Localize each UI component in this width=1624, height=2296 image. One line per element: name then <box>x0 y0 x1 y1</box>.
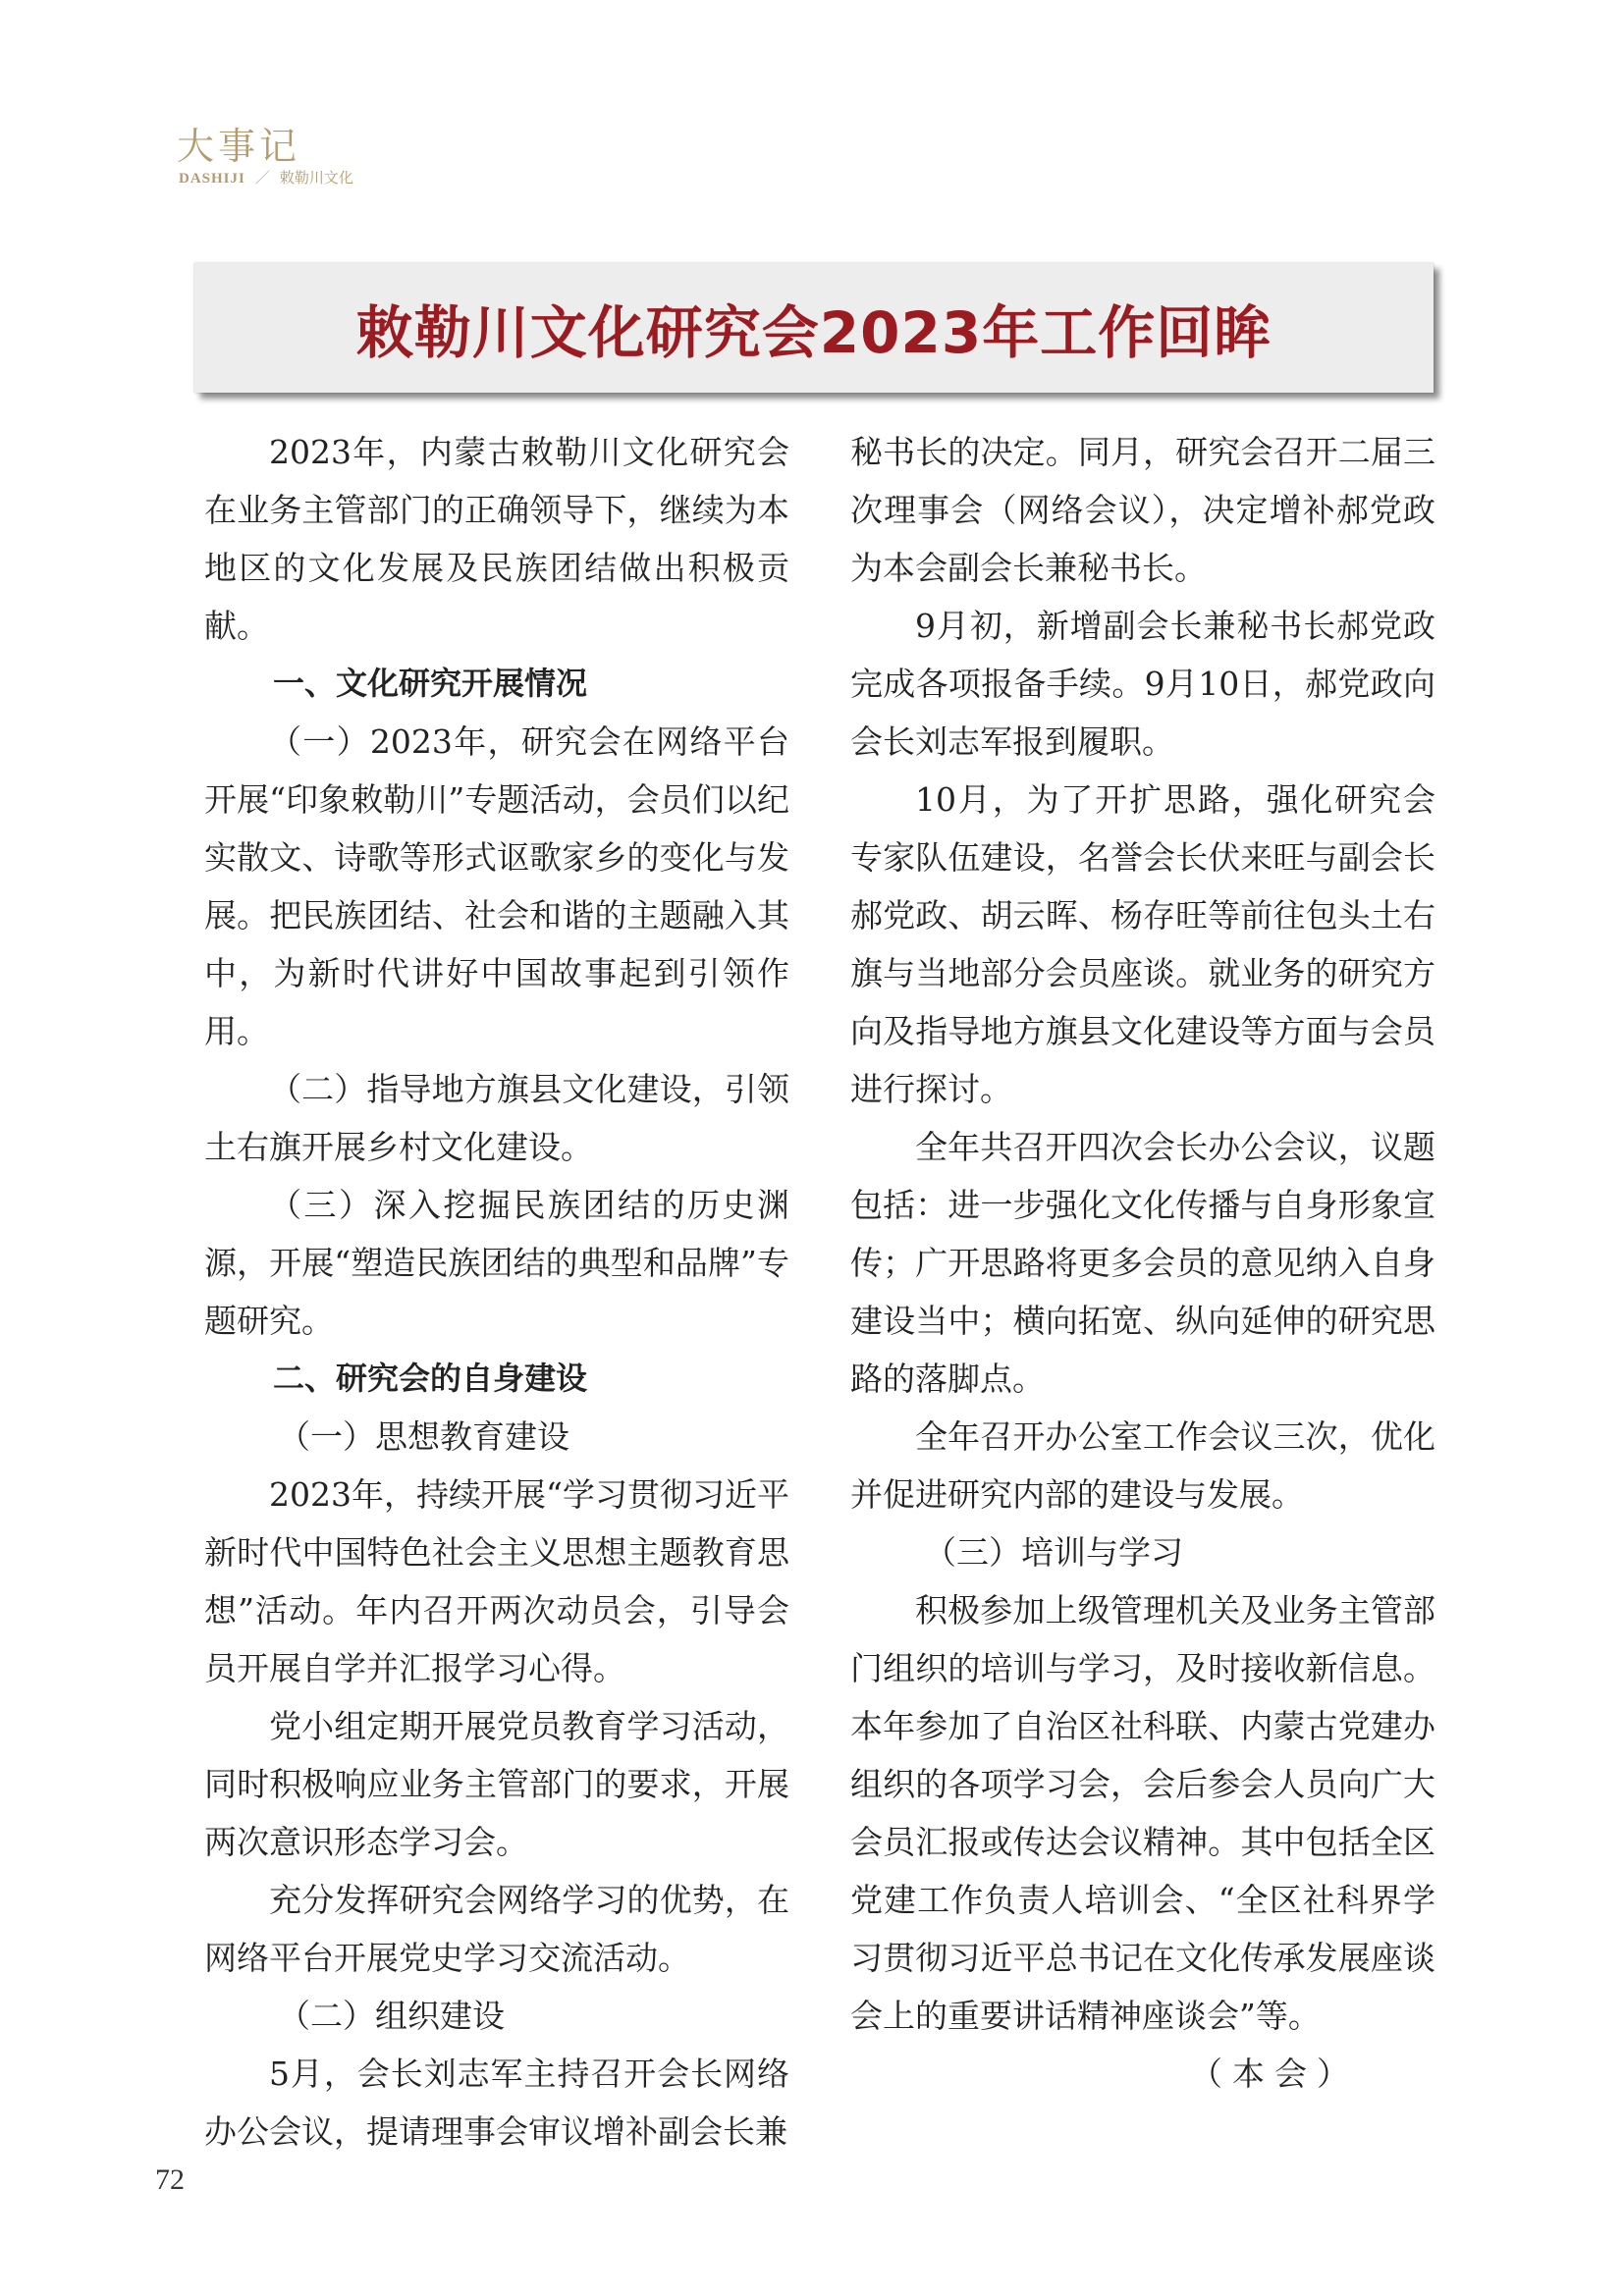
separator: ／ <box>254 169 270 187</box>
paragraph: 充分发挥研究会网络学习的优势，在网络平台开展党史学习交流活动。 <box>204 1881 789 1977</box>
paragraph: 党小组定期开展党员教育学习活动，同时积极响应业务主管部门的要求，开展两次意识形态学习会。 <box>204 1707 789 1861</box>
subsection-heading: （一）思想教育建设 <box>278 1417 569 1456</box>
signature: （本会） <box>1190 2055 1359 2093</box>
paragraph: 10月，为了开扩思路，强化研究会专家队伍建设，名誉会长伏来旺与副会长郝党政、胡云晖、杨存旺等前往包头土右旗与当地部分会员座谈。就业务的研究方向及指导地方旗县文化建设等方面与会员进行探讨。 <box>850 780 1435 1108</box>
paragraph: （一）2023年，研究会在网络平台开展“印象敕勒川”专题活动，会员们以纪实散文、诗歌等形式讴歌家乡的变化与发展。把民族团结、社会和谐的主题融入其中，为新时代讲好中国故事起到引领作用。 <box>204 722 789 1050</box>
right-column <box>850 423 1435 2103</box>
article-title: 敕勒川文化研究会2023年工作回眸 <box>355 299 1272 366</box>
subsection-heading: （三）培训与学习 <box>924 1533 1183 1572</box>
section-heading: 一、文化研究开展情况 <box>273 665 588 702</box>
paragraph: （二）指导地方旗县文化建设，引领土右旗开展乡村文化建设。 <box>204 1070 789 1166</box>
paragraph: 全年共召开四次会长办公会议，议题包括：进一步强化文化传播与自身形象宣传；广开思路将更多会员的意见纳入自身建设当中；横向拓宽、纵向延伸的研究思路的落脚点。 <box>850 1128 1435 1398</box>
paragraph: 2023年，持续开展“学习贯彻习近平新时代中国特色社会主义思想主题教育思想”活动。年内召开两次动员会，引导会员开展自学并汇报学习心得。 <box>204 1475 789 1687</box>
page-number: 72 <box>155 2163 185 2196</box>
paragraph: 全年召开办公室工作会议三次，优化并促进研究内部的建设与发展。 <box>850 1417 1435 1514</box>
paragraph: （三）深入挖掘民族团结的历史渊源，开展“塑造民族团结的典型和品牌”专题研究。 <box>204 1186 789 1340</box>
section-title-en: DASHIJI <box>179 171 245 187</box>
paragraph: 2023年，内蒙古敕勒川文化研究会在业务主管部门的正确领导下，继续为本地区的文化发展及民族团结做出积极贡献。 <box>204 433 789 645</box>
paragraph: 积极参加上级管理机关及业务主管部门组织的培训与学习，及时接收新信息。本年参加了自治区社科联、内蒙古党建办组织的各项学习会，会后参会人员向广大会员汇报或传达会议精神。其中包括全区党建工作负责人培训会、“全区社科界学习贯彻习近平总书记在文化传承发展座谈会上的重要讲话精神座谈会”等。 <box>850 1591 1435 2035</box>
left-column <box>204 423 789 2161</box>
article-title-box <box>194 263 1434 393</box>
paragraph: 秘书长的决定。同月，研究会召开二届三次理事会（网络会议），决定增补郝党政为本会副会长兼秘书长。 <box>850 433 1435 587</box>
section-heading: 二、研究会的自身建设 <box>273 1360 588 1397</box>
section-name: 敕勒川文化 <box>279 169 353 187</box>
subsection-heading: （二）组织建设 <box>278 1997 505 2035</box>
section-subtitle <box>179 167 353 187</box>
section-title: 大事记 <box>177 125 301 168</box>
paragraph: 5月，会长刘志军主持召开会长网络办公会议，提请理事会审议增补副会长兼 <box>204 2055 789 2151</box>
paragraph: 9月初，新增副会长兼秘书长郝党政完成各项报备手续。9月10日，郝党政向会长刘志军报到履职。 <box>850 607 1435 761</box>
